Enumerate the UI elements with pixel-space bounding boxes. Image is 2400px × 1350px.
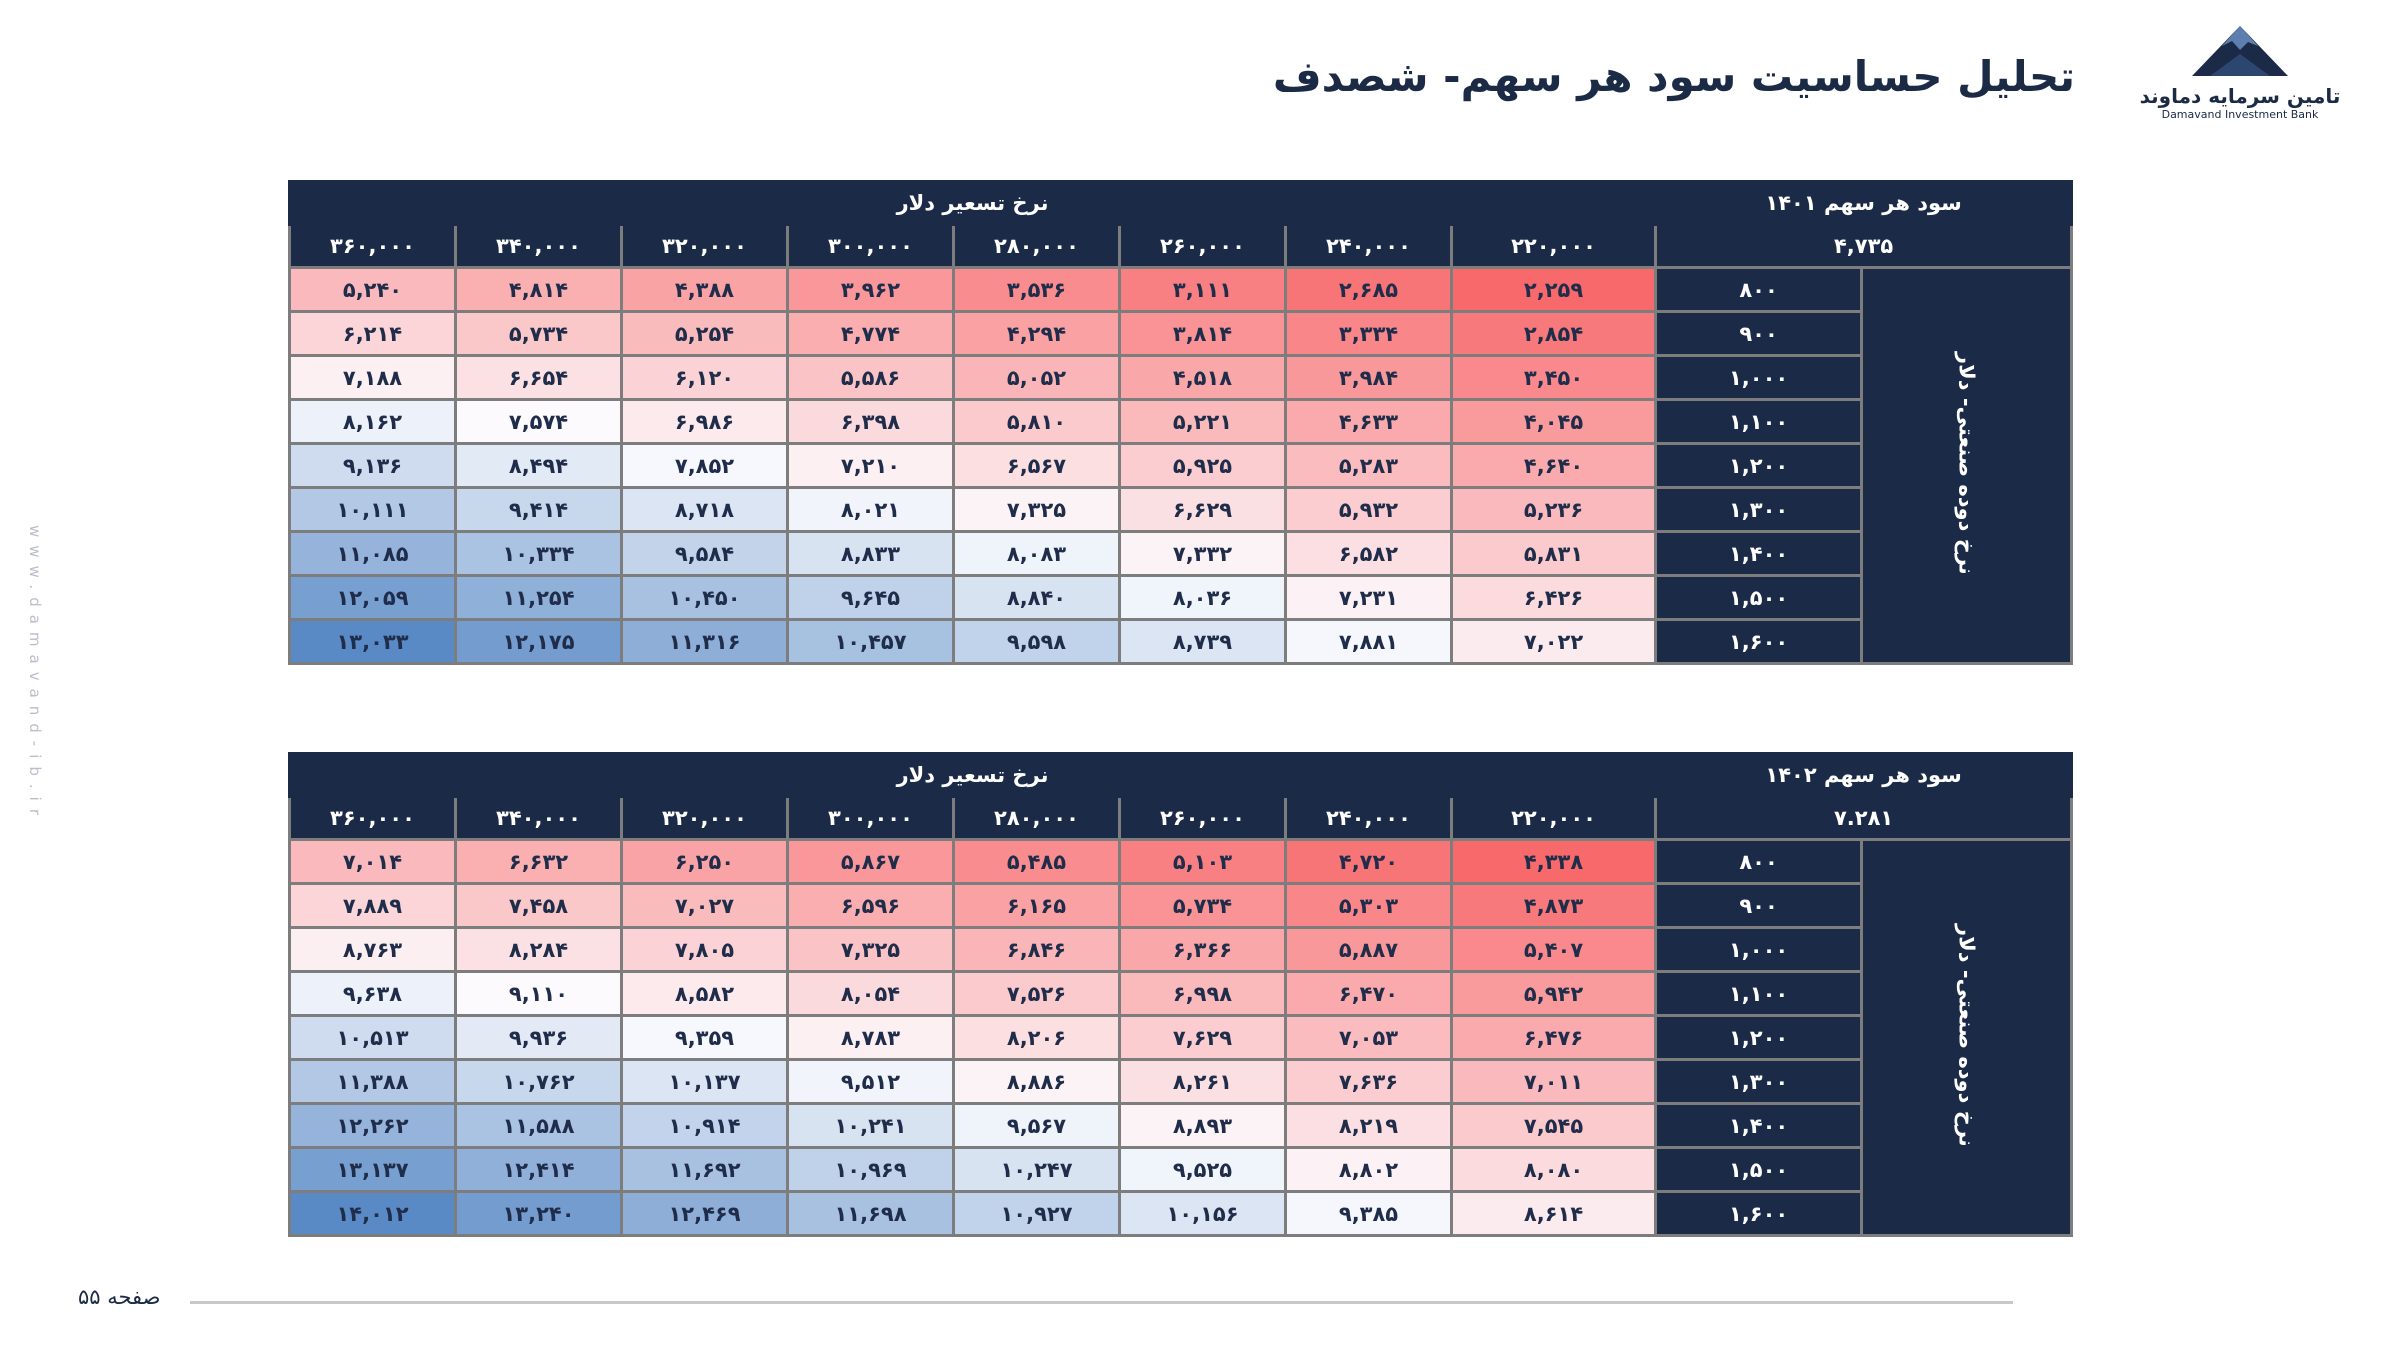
eps-value-cell: ۵,۲۳۶ — [1452, 488, 1656, 532]
eps-value-cell: ۱۰,۷۶۲ — [456, 1060, 622, 1104]
eps-value-cell: ۷,۴۵۸ — [456, 884, 622, 928]
row-header-cell: ۱,۵۰۰ — [1656, 576, 1862, 620]
eps-value-cell: ۶,۹۸۶ — [622, 400, 788, 444]
eps-value-cell: ۹,۵۶۷ — [954, 1104, 1120, 1148]
eps-value-cell: ۸,۰۳۶ — [1120, 576, 1286, 620]
eps-value-cell: ۴,۰۴۵ — [1452, 400, 1656, 444]
eps-value-cell: ۵,۲۸۳ — [1286, 444, 1452, 488]
table-row — [290, 1192, 2072, 1236]
eps-value-cell: ۵,۰۵۲ — [954, 356, 1120, 400]
eps-label: سود هر سهم ۱۴۰۲ — [1656, 754, 2072, 797]
eps-value-cell: ۵,۹۳۲ — [1286, 488, 1452, 532]
column-header-cell: ۲۲۰,۰۰۰ — [1452, 225, 1656, 268]
column-header-cell: ۳۰۰,۰۰۰ — [788, 797, 954, 840]
eps-value-cell: ۶,۱۲۰ — [622, 356, 788, 400]
column-header-cell: ۲۸۰,۰۰۰ — [954, 225, 1120, 268]
eps-value-cell: ۵,۹۲۵ — [1120, 444, 1286, 488]
eps-value-cell: ۷,۰۵۳ — [1286, 1016, 1452, 1060]
eps-value-cell: ۱۰,۴۵۰ — [622, 576, 788, 620]
eps-value-cell: ۱۰,۳۳۴ — [456, 532, 622, 576]
eps-value-cell: ۱۳,۰۳۳ — [290, 620, 456, 664]
eps-value-cell: ۱۰,۴۵۷ — [788, 620, 954, 664]
eps-value-cell: ۸,۷۶۳ — [290, 928, 456, 972]
eps-value-cell: ۸,۵۸۲ — [622, 972, 788, 1016]
eps-value-cell: ۷,۰۲۲ — [1452, 620, 1656, 664]
eps-value-cell: ۶,۲۵۰ — [622, 840, 788, 884]
table-row — [290, 312, 2072, 356]
eps-value-cell: ۷,۳۲۵ — [954, 488, 1120, 532]
eps-value-cell: ۸,۰۸۳ — [954, 532, 1120, 576]
sensitivity-table-1401 — [288, 180, 2073, 665]
eps-value-cell: ۷,۶۳۶ — [1286, 1060, 1452, 1104]
eps-value-cell: ۵,۲۴۰ — [290, 268, 456, 312]
eps-value-cell: ۸,۲۸۴ — [456, 928, 622, 972]
eps-value-cell: ۸,۷۸۳ — [788, 1016, 954, 1060]
eps-value-cell: ۵,۹۴۲ — [1452, 972, 1656, 1016]
column-header-cell: ۳۰۰,۰۰۰ — [788, 225, 954, 268]
eps-value-cell: ۱۱,۶۹۸ — [788, 1192, 954, 1236]
eps-value-cell: ۳,۸۱۴ — [1120, 312, 1286, 356]
eps-value-cell: ۸,۶۱۴ — [1452, 1192, 1656, 1236]
eps-value-cell: ۸,۸۴۰ — [954, 576, 1120, 620]
eps-value-cell: ۳,۱۱۱ — [1120, 268, 1286, 312]
table-row — [290, 620, 2072, 664]
eps-value-cell: ۷,۲۳۱ — [1286, 576, 1452, 620]
eps-value-cell: ۵,۸۳۱ — [1452, 532, 1656, 576]
table-row — [290, 884, 2072, 928]
eps-value-cell: ۱۲,۲۶۲ — [290, 1104, 456, 1148]
table-row — [290, 840, 2072, 884]
eps-value-cell: ۵,۲۲۱ — [1120, 400, 1286, 444]
column-header-cell: ۲۴۰,۰۰۰ — [1286, 797, 1452, 840]
eps-value-cell: ۶,۵۶۷ — [954, 444, 1120, 488]
row-header-cell: ۱,۱۰۰ — [1656, 400, 1862, 444]
eps-value-cell: ۴,۷۲۰ — [1286, 840, 1452, 884]
eps-value-cell: ۱۳,۲۴۰ — [456, 1192, 622, 1236]
eps-value-cell: ۱۰,۵۱۳ — [290, 1016, 456, 1060]
column-header-cell: ۲۶۰,۰۰۰ — [1120, 225, 1286, 268]
eps-value-cell: ۷,۰۲۷ — [622, 884, 788, 928]
eps-value-cell: ۸,۷۱۸ — [622, 488, 788, 532]
eps-value-cell: ۹,۴۱۴ — [456, 488, 622, 532]
eps-value-cell: ۴,۳۳۸ — [1452, 840, 1656, 884]
base-eps-value: ۷.۲۸۱ — [1656, 797, 2072, 840]
eps-value-cell: ۱۱,۳۸۸ — [290, 1060, 456, 1104]
fx-rate-header: نرخ تسعیر دلار — [290, 754, 1656, 797]
eps-value-cell: ۸,۸۸۶ — [954, 1060, 1120, 1104]
eps-value-cell: ۳,۹۸۴ — [1286, 356, 1452, 400]
table-row — [290, 576, 2072, 620]
eps-value-cell: ۶,۶۵۴ — [456, 356, 622, 400]
row-header-cell: ۱,۳۰۰ — [1656, 1060, 1862, 1104]
eps-value-cell: ۸,۰۲۱ — [788, 488, 954, 532]
table-row — [290, 488, 2072, 532]
eps-value-cell: ۹,۵۲۵ — [1120, 1148, 1286, 1192]
column-axis-row — [290, 797, 2072, 840]
eps-value-cell: ۱۲,۰۵۹ — [290, 576, 456, 620]
mountain-logo-icon — [2190, 24, 2290, 80]
eps-value-cell: ۴,۷۷۴ — [788, 312, 954, 356]
eps-value-cell: ۴,۲۹۴ — [954, 312, 1120, 356]
eps-value-cell: ۵,۲۵۴ — [622, 312, 788, 356]
sensitivity-table-1402 — [288, 752, 2073, 1237]
column-header-cell: ۳۲۰,۰۰۰ — [622, 225, 788, 268]
eps-value-cell: ۳,۵۳۶ — [954, 268, 1120, 312]
eps-value-cell: ۲,۶۸۵ — [1286, 268, 1452, 312]
website-url: www.damavand-ib.ir — [26, 525, 44, 824]
row-header-cell: ۱,۳۰۰ — [1656, 488, 1862, 532]
row-header-cell: ۱,۲۰۰ — [1656, 444, 1862, 488]
page-number: صفحه ۵۵ — [78, 1285, 161, 1309]
eps-value-cell: ۵,۷۳۴ — [1120, 884, 1286, 928]
eps-value-cell: ۵,۱۰۳ — [1120, 840, 1286, 884]
eps-value-cell: ۷,۸۰۵ — [622, 928, 788, 972]
eps-value-cell: ۱۰,۱۵۶ — [1120, 1192, 1286, 1236]
eps-value-cell: ۷,۳۳۲ — [1120, 532, 1286, 576]
table-row — [290, 1148, 2072, 1192]
eps-value-cell: ۵,۵۸۶ — [788, 356, 954, 400]
eps-value-cell: ۶,۶۳۲ — [456, 840, 622, 884]
page-title: تحلیل حساسیت سود هر سهم- شصدف — [1272, 52, 2075, 101]
eps-value-cell: ۳,۳۳۴ — [1286, 312, 1452, 356]
carbon-black-rate-label — [1862, 840, 2072, 1236]
eps-value-cell: ۹,۵۸۴ — [622, 532, 788, 576]
eps-value-cell: ۷,۵۲۶ — [954, 972, 1120, 1016]
table-row — [290, 532, 2072, 576]
eps-value-cell: ۶,۲۱۴ — [290, 312, 456, 356]
eps-value-cell: ۷,۰۱۱ — [1452, 1060, 1656, 1104]
table-row — [290, 1016, 2072, 1060]
eps-value-cell: ۱۰,۹۶۹ — [788, 1148, 954, 1192]
eps-value-cell: ۲,۲۵۹ — [1452, 268, 1656, 312]
eps-value-cell: ۱۱,۵۸۸ — [456, 1104, 622, 1148]
eps-value-cell: ۶,۴۲۶ — [1452, 576, 1656, 620]
table-row — [290, 928, 2072, 972]
table-row — [290, 1104, 2072, 1148]
eps-value-cell: ۱۰,۹۲۷ — [954, 1192, 1120, 1236]
eps-value-cell: ۸,۰۵۴ — [788, 972, 954, 1016]
row-header-cell: ۱,۴۰۰ — [1656, 532, 1862, 576]
eps-value-cell: ۹,۱۳۶ — [290, 444, 456, 488]
row-header-cell: ۱,۰۰۰ — [1656, 928, 1862, 972]
table-row — [290, 356, 2072, 400]
eps-value-cell: ۲,۸۵۴ — [1452, 312, 1656, 356]
eps-value-cell: ۸,۷۳۹ — [1120, 620, 1286, 664]
base-eps-value: ۴,۷۳۵ — [1656, 225, 2072, 268]
column-axis-row — [290, 225, 2072, 268]
eps-value-cell: ۴,۳۸۸ — [622, 268, 788, 312]
row-header-cell: ۱,۵۰۰ — [1656, 1148, 1862, 1192]
eps-value-cell: ۳,۴۵۰ — [1452, 356, 1656, 400]
eps-value-cell: ۳,۹۶۲ — [788, 268, 954, 312]
logo-name-fa: تامین سرمایه دماوند — [2139, 84, 2341, 108]
row-header-cell: ۱,۲۰۰ — [1656, 1016, 1862, 1060]
eps-value-cell: ۶,۱۶۵ — [954, 884, 1120, 928]
row-header-cell: ۱,۶۰۰ — [1656, 1192, 1862, 1236]
eps-value-cell: ۱۰,۲۴۷ — [954, 1148, 1120, 1192]
eps-value-cell: ۷,۵۴۵ — [1452, 1104, 1656, 1148]
row-header-cell: ۸۰۰ — [1656, 268, 1862, 312]
row-header-cell: ۹۰۰ — [1656, 312, 1862, 356]
eps-value-cell: ۶,۳۹۸ — [788, 400, 954, 444]
eps-value-cell: ۹,۳۵۹ — [622, 1016, 788, 1060]
column-header-cell: ۳۴۰,۰۰۰ — [456, 225, 622, 268]
eps-value-cell: ۱۲,۴۶۹ — [622, 1192, 788, 1236]
footer-divider — [190, 1301, 2013, 1304]
eps-value-cell: ۵,۸۱۰ — [954, 400, 1120, 444]
eps-value-cell: ۸,۸۳۳ — [788, 532, 954, 576]
row-header-cell: ۱,۱۰۰ — [1656, 972, 1862, 1016]
column-header-cell: ۲۸۰,۰۰۰ — [954, 797, 1120, 840]
eps-value-cell: ۹,۱۱۰ — [456, 972, 622, 1016]
eps-value-cell: ۴,۸۱۴ — [456, 268, 622, 312]
eps-value-cell: ۶,۴۷۶ — [1452, 1016, 1656, 1060]
eps-value-cell: ۱۱,۲۵۴ — [456, 576, 622, 620]
eps-value-cell: ۵,۴۸۵ — [954, 840, 1120, 884]
eps-value-cell: ۹,۶۴۵ — [788, 576, 954, 620]
eps-value-cell: ۷,۸۵۲ — [622, 444, 788, 488]
eps-value-cell: ۱۱,۰۸۵ — [290, 532, 456, 576]
eps-value-cell: ۸,۲۶۱ — [1120, 1060, 1286, 1104]
eps-value-cell: ۸,۸۰۲ — [1286, 1148, 1452, 1192]
eps-value-cell: ۹,۹۳۶ — [456, 1016, 622, 1060]
eps-value-cell: ۷,۵۷۴ — [456, 400, 622, 444]
eps-value-cell: ۶,۶۲۹ — [1120, 488, 1286, 532]
eps-value-cell: ۸,۴۹۴ — [456, 444, 622, 488]
eps-value-cell: ۹,۵۹۸ — [954, 620, 1120, 664]
eps-value-cell: ۸,۲۰۶ — [954, 1016, 1120, 1060]
eps-value-cell: ۶,۹۹۸ — [1120, 972, 1286, 1016]
eps-value-cell: ۷,۲۱۰ — [788, 444, 954, 488]
eps-value-cell: ۸,۲۱۹ — [1286, 1104, 1452, 1148]
eps-value-cell: ۷,۸۸۱ — [1286, 620, 1452, 664]
eps-value-cell: ۱۴,۰۱۲ — [290, 1192, 456, 1236]
eps-value-cell: ۱۰,۱۳۷ — [622, 1060, 788, 1104]
eps-value-cell: ۱۱,۳۱۶ — [622, 620, 788, 664]
eps-value-cell: ۸,۸۹۳ — [1120, 1104, 1286, 1148]
eps-value-cell: ۵,۸۸۷ — [1286, 928, 1452, 972]
logo-name-en: Damavand Investment Bank — [2161, 108, 2319, 121]
eps-value-cell: ۱۳,۱۳۷ — [290, 1148, 456, 1192]
table-row — [290, 400, 2072, 444]
eps-value-cell: ۹,۶۳۸ — [290, 972, 456, 1016]
eps-value-cell: ۴,۸۷۳ — [1452, 884, 1656, 928]
row-header-cell: ۱,۰۰۰ — [1656, 356, 1862, 400]
eps-value-cell: ۷,۱۸۸ — [290, 356, 456, 400]
eps-value-cell: ۵,۷۳۴ — [456, 312, 622, 356]
carbon-black-rate-text: نرخ دوده صنعتی- دلار — [1954, 923, 1979, 1147]
eps-value-cell: ۴,۶۳۳ — [1286, 400, 1452, 444]
carbon-black-rate-label — [1862, 268, 2072, 664]
eps-value-cell: ۶,۵۸۲ — [1286, 532, 1452, 576]
fx-rate-header: نرخ تسعیر دلار — [290, 182, 1656, 225]
eps-value-cell: ۹,۵۱۲ — [788, 1060, 954, 1104]
company-logo — [2130, 24, 2350, 144]
table-row — [290, 268, 2072, 312]
eps-value-cell: ۶,۸۴۶ — [954, 928, 1120, 972]
eps-value-cell: ۱۰,۲۴۱ — [788, 1104, 954, 1148]
eps-value-cell: ۴,۵۱۸ — [1120, 356, 1286, 400]
column-header-cell: ۳۶۰,۰۰۰ — [290, 225, 456, 268]
eps-value-cell: ۸,۰۸۰ — [1452, 1148, 1656, 1192]
column-header-cell: ۲۲۰,۰۰۰ — [1452, 797, 1656, 840]
carbon-black-rate-text: نرخ دوده صنعتی- دلار — [1954, 351, 1979, 575]
column-header-cell: ۳۶۰,۰۰۰ — [290, 797, 456, 840]
eps-value-cell: ۱۰,۱۱۱ — [290, 488, 456, 532]
eps-value-cell: ۴,۶۴۰ — [1452, 444, 1656, 488]
eps-value-cell: ۱۰,۹۱۴ — [622, 1104, 788, 1148]
eps-value-cell: ۶,۴۷۰ — [1286, 972, 1452, 1016]
eps-value-cell: ۷,۰۱۴ — [290, 840, 456, 884]
column-header-cell: ۳۲۰,۰۰۰ — [622, 797, 788, 840]
row-header-cell: ۹۰۰ — [1656, 884, 1862, 928]
eps-value-cell: ۷,۶۲۹ — [1120, 1016, 1286, 1060]
eps-value-cell: ۵,۳۰۳ — [1286, 884, 1452, 928]
eps-value-cell: ۶,۳۶۶ — [1120, 928, 1286, 972]
column-header-cell: ۲۶۰,۰۰۰ — [1120, 797, 1286, 840]
row-header-cell: ۱,۴۰۰ — [1656, 1104, 1862, 1148]
eps-value-cell: ۱۲,۱۷۵ — [456, 620, 622, 664]
row-header-cell: ۱,۶۰۰ — [1656, 620, 1862, 664]
table-row — [290, 972, 2072, 1016]
table-row — [290, 444, 2072, 488]
eps-value-cell: ۱۲,۴۱۴ — [456, 1148, 622, 1192]
table-row — [290, 1060, 2072, 1104]
eps-value-cell: ۵,۴۰۷ — [1452, 928, 1656, 972]
column-header-cell: ۳۴۰,۰۰۰ — [456, 797, 622, 840]
eps-value-cell: ۹,۳۸۵ — [1286, 1192, 1452, 1236]
eps-value-cell: ۸,۱۶۲ — [290, 400, 456, 444]
column-header-cell: ۲۴۰,۰۰۰ — [1286, 225, 1452, 268]
eps-value-cell: ۶,۵۹۶ — [788, 884, 954, 928]
row-header-cell: ۸۰۰ — [1656, 840, 1862, 884]
eps-value-cell: ۱۱,۶۹۲ — [622, 1148, 788, 1192]
eps-value-cell: ۷,۳۲۵ — [788, 928, 954, 972]
eps-value-cell: ۷,۸۸۹ — [290, 884, 456, 928]
eps-label: سود هر سهم ۱۴۰۱ — [1656, 182, 2072, 225]
eps-value-cell: ۵,۸۶۷ — [788, 840, 954, 884]
